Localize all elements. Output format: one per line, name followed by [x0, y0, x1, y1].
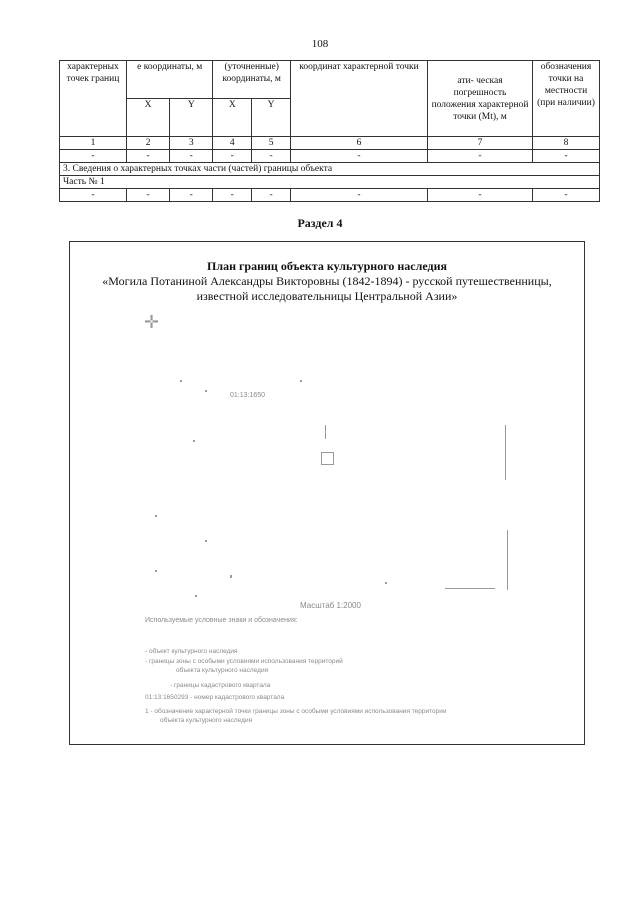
map-scale: Масштаб 1:2000 — [300, 601, 361, 610]
sub-x: X — [213, 99, 252, 137]
col-point: характерных точек границ — [60, 61, 127, 137]
col-method: координат характерной точки — [291, 61, 428, 137]
map-area — [145, 300, 520, 612]
section3-row: 3. Сведения о характерных точках части (частей) границы объекта — [60, 163, 600, 176]
cadastral-quarter-label: 01:13:1650 — [230, 392, 266, 399]
legend-item: объекта культурного наследия — [160, 717, 253, 724]
sub-y: Y — [252, 99, 291, 137]
table-row: - - - - - - - - — [60, 150, 600, 163]
sub-x: X — [127, 99, 170, 137]
part-row: Часть № 1 — [60, 176, 600, 189]
north-arrow-icon: ✛ — [144, 312, 160, 332]
sub-y: Y — [170, 99, 213, 137]
col-error: ати- ческая погрешность положения характерной точки (Mt), м — [428, 61, 533, 137]
legend-item: - границы зоны с особыми условиями использования территорий — [145, 658, 343, 665]
legend-title: Используемые условные знаки и обозначения: — [145, 617, 298, 624]
legend-item: 1 - обозначение характерной точки границы зоны с особыми условиями использования территории — [145, 708, 447, 715]
col-coords: е координаты, м — [127, 61, 213, 99]
legend-item: - объект культурного наследия — [145, 648, 238, 655]
plan-title: План границ объекта культурного наследия — [207, 259, 447, 273]
coordinates-table — [59, 60, 600, 202]
page-number: 108 — [311, 38, 329, 50]
legend-item: - границы кадастрового квартала — [170, 682, 271, 689]
col-refined: (уточненные) координаты, м — [213, 61, 291, 99]
number-row: 1 2 3 4 5 6 7 8 — [60, 137, 600, 150]
section-title: Раздел 4 — [297, 216, 343, 230]
col-marking: обозначения точки на местности (при наличии) — [533, 61, 600, 137]
legend-item: 01:13:1650293 - номер кадастрового квартала — [145, 694, 285, 701]
table-row: - - - - - - - - — [60, 189, 600, 202]
plan-object-name: «Могила Потаниной Александры Викторовны (1842-1894) - русской путешественницы, известной исследовательницы Центральной Азии» — [102, 274, 552, 303]
legend-item: объекта культурного наследия — [176, 667, 269, 674]
